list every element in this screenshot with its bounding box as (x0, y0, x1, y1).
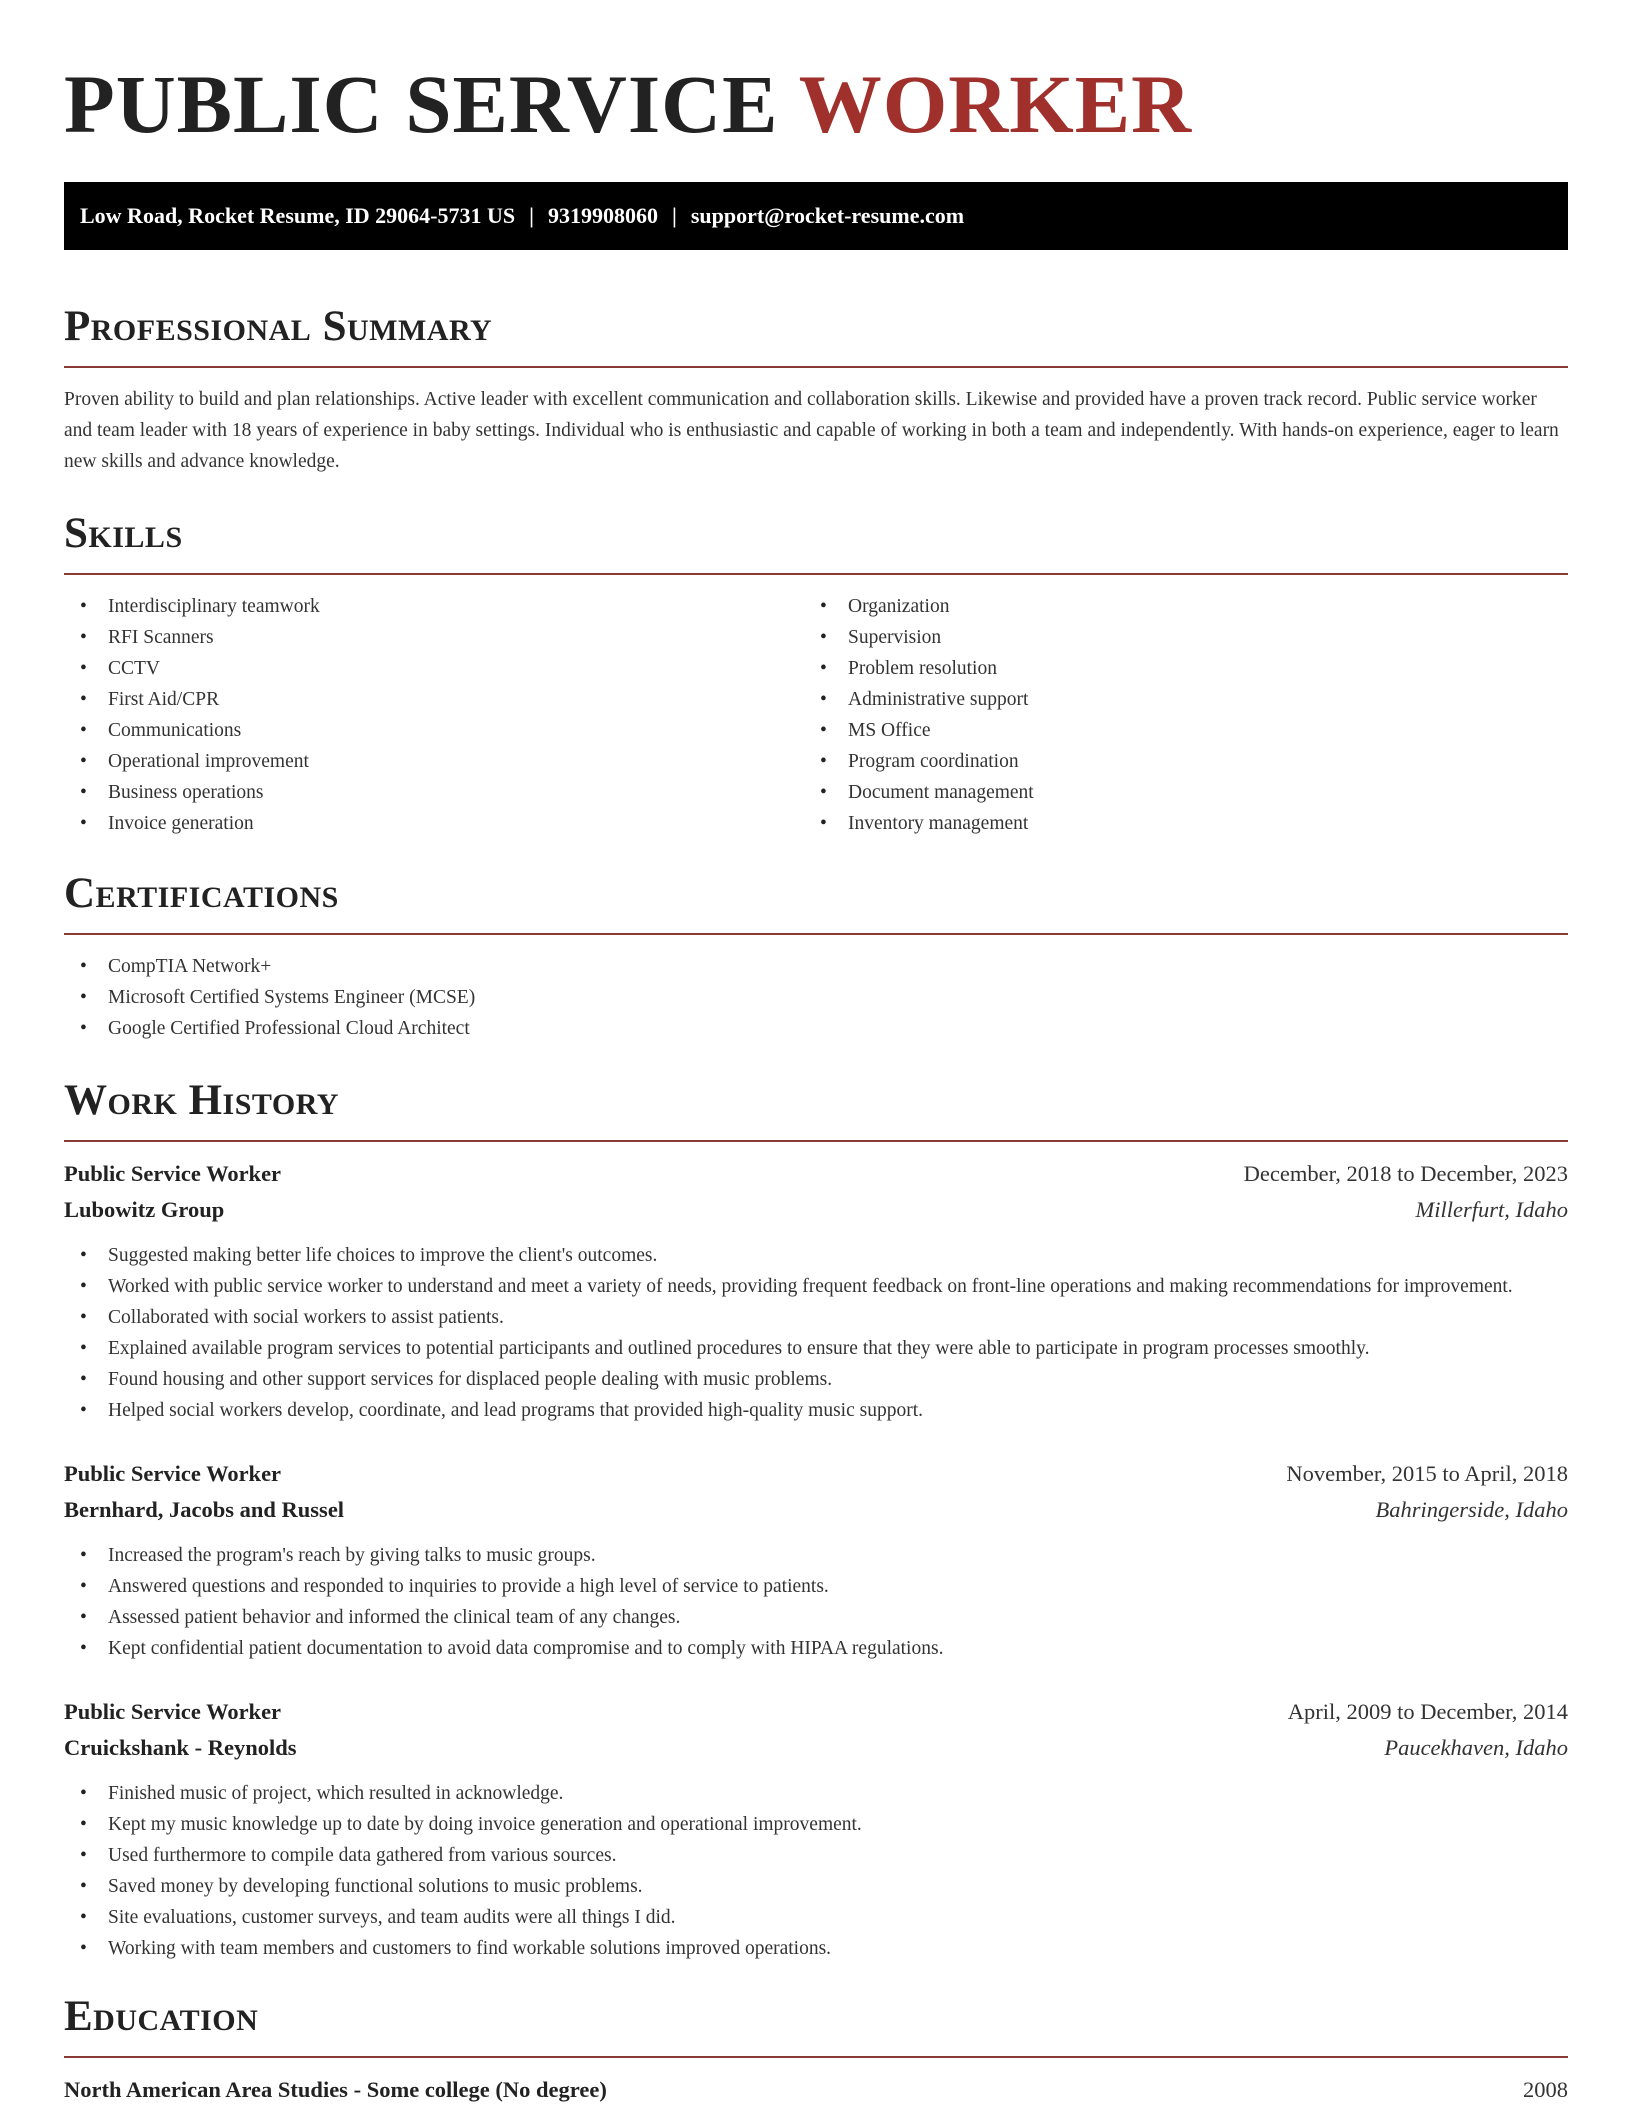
job-bullet: • Answered questions and responded to inquiries to provide a high level of service to patients. (64, 1571, 1568, 1602)
job-bullets (64, 1540, 1568, 1664)
job-location: Paucekhaven, Idaho (1384, 1735, 1568, 1760)
job-bullet: • Worked with public service worker to understand and meet a variety of needs, providing frequent feedback on front-line operations and making recommendations for improvement. (64, 1271, 1568, 1302)
skill-item: • Invoice generation (64, 808, 804, 839)
job-bullet: • Assessed patient behavior and informed the clinical team of any changes. (64, 1602, 1568, 1633)
skill-item: • MS Office (804, 715, 1544, 746)
skill-item: • CCTV (64, 653, 804, 684)
section-divider (64, 933, 1568, 935)
contact-bar (64, 182, 1568, 250)
name-last: WORKER (798, 58, 1193, 150)
summary-title: Professional Summary (64, 303, 493, 350)
education-separator: - (347, 2077, 367, 2102)
job-title-row (64, 1456, 1568, 1492)
skill-item: • Supervision (804, 622, 1544, 653)
resume-page (64, 0, 1568, 2108)
contact-separator: | (529, 203, 534, 228)
work-history-title: Work History (64, 1077, 339, 1124)
education-entry (64, 2072, 1568, 2108)
section-divider (64, 366, 1568, 368)
skill-item: • RFI Scanners (64, 622, 804, 653)
contact-email: support@rocket-resume.com (690, 203, 965, 228)
skill-item: • Inventory management (804, 808, 1544, 839)
contact-separator: | (671, 203, 677, 228)
skill-item: • Interdisciplinary teamwork (64, 591, 804, 622)
job-dates: April, 2009 to December, 2014 (1287, 1699, 1568, 1724)
skill-item: • Business operations (64, 777, 804, 808)
job-position: Public Service Worker (64, 1699, 282, 1724)
job-company-row (64, 1730, 1568, 1766)
job-title-row (64, 1694, 1568, 1730)
job-bullets (64, 1240, 1568, 1426)
education-section (64, 1990, 1568, 2108)
job-bullets (64, 1778, 1568, 1964)
skill-item: • Communications (64, 715, 804, 746)
job-dates: November, 2015 to April, 2018 (1286, 1461, 1568, 1486)
job-bullet: • Saved money by developing functional solutions to music problems. (64, 1871, 1568, 1902)
certification-item: • CompTIA Network+ (64, 951, 1568, 982)
skill-item: • Organization (804, 591, 1544, 622)
job-position: Public Service Worker (64, 1161, 282, 1186)
section-divider (64, 1140, 1568, 1142)
job-bullet: • Increased the program's reach by giving talks to music groups. (64, 1540, 1568, 1571)
section-divider (64, 2056, 1568, 2058)
job-company: Cruickshank - Reynolds (64, 1735, 297, 1760)
certification-item: • Google Certified Professional Cloud Architect (64, 1013, 1568, 1044)
certification-item: • Microsoft Certified Systems Engineer (MCSE) (64, 982, 1568, 1013)
job-location: Millerfurt, Idaho (1415, 1197, 1568, 1222)
job-bullet: • Collaborated with social workers to assist patients. (64, 1302, 1568, 1333)
skill-item: • Operational improvement (64, 746, 804, 777)
job-company: Bernhard, Jacobs and Russel (64, 1497, 345, 1522)
job-bullet: • Suggested making better life choices to improve the client's outcomes. (64, 1240, 1568, 1271)
certifications-section (64, 867, 1568, 1044)
summary-section (64, 300, 1568, 477)
job-bullet: • Site evaluations, customer surveys, and team audits were all things I did. (64, 1902, 1568, 1933)
skill-item: • Problem resolution (804, 653, 1544, 684)
certifications-list (64, 951, 1568, 1044)
skill-item: • Document management (804, 777, 1544, 808)
skill-item: • Administrative support (804, 684, 1544, 715)
skills-section (64, 507, 1568, 839)
resume-name (64, 0, 1568, 150)
summary-text: Proven ability to build and plan relationships. Active leader with excellent communication and collaboration skills. Likewise and provided have a proven track record. Public service worker and team leader with 18 years of experience in baby settings. Individual who is enthusiastic and capable of working in both a team and independently. With hands-on experience, eager to learn new skills and advance knowledge. (64, 389, 1559, 472)
job-company: Lubowitz Group (64, 1197, 225, 1222)
name-first: PUBLIC SERVICE (64, 58, 779, 150)
job-bullet: • Kept confidential patient documentation to avoid data compromise and to comply with HIPAA regulations. (64, 1633, 1568, 1664)
skills-grid (64, 591, 1568, 839)
job-entry (64, 1156, 1568, 1426)
job-bullet: • Explained available program services to potential participants and outlined procedures to ensure that they were able to participate in program processes smoothly. (64, 1333, 1568, 1364)
job-bullet: • Kept my music knowledge up to date by doing invoice generation and operational improvement. (64, 1809, 1568, 1840)
skills-title: Skills (64, 510, 183, 557)
skills-list-left (64, 591, 804, 839)
job-bullet: • Found housing and other support services for displaced people dealing with music problems. (64, 1364, 1568, 1395)
section-divider (64, 573, 1568, 575)
job-entry (64, 1694, 1568, 1964)
job-company-row (64, 1192, 1568, 1228)
job-position: Public Service Worker (64, 1461, 282, 1486)
certifications-title: Certifications (64, 870, 339, 917)
skill-item: • First Aid/CPR (64, 684, 804, 715)
job-bullet: • Finished music of project, which resulted in acknowledge. (64, 1778, 1568, 1809)
contact-phone: 9319908060 (547, 203, 658, 228)
education-year: 2008 (1523, 2077, 1568, 2102)
education-title: Education (64, 1993, 259, 2040)
education-degree: Some college (No degree) (366, 2077, 607, 2102)
job-bullet: • Helped social workers develop, coordinate, and lead programs that provided high-quality music support. (64, 1395, 1568, 1426)
skill-item: • Program coordination (804, 746, 1544, 777)
job-dates: December, 2018 to December, 2023 (1243, 1161, 1568, 1186)
education-school-degree (64, 2072, 607, 2108)
job-bullet: • Used furthermore to compile data gathered from various sources. (64, 1840, 1568, 1871)
work-history-section (64, 1074, 1568, 1964)
job-title-row (64, 1156, 1568, 1192)
job-entry (64, 1456, 1568, 1664)
contact-address: Low Road, Rocket Resume, ID 29064-5731 US (80, 203, 516, 228)
education-school: North American Area Studies (64, 2077, 348, 2102)
skills-list-right (804, 591, 1544, 839)
job-company-row (64, 1492, 1568, 1528)
job-bullet: • Working with team members and customers to find workable solutions improved operations. (64, 1933, 1568, 1964)
job-location: Bahringerside, Idaho (1375, 1497, 1568, 1522)
